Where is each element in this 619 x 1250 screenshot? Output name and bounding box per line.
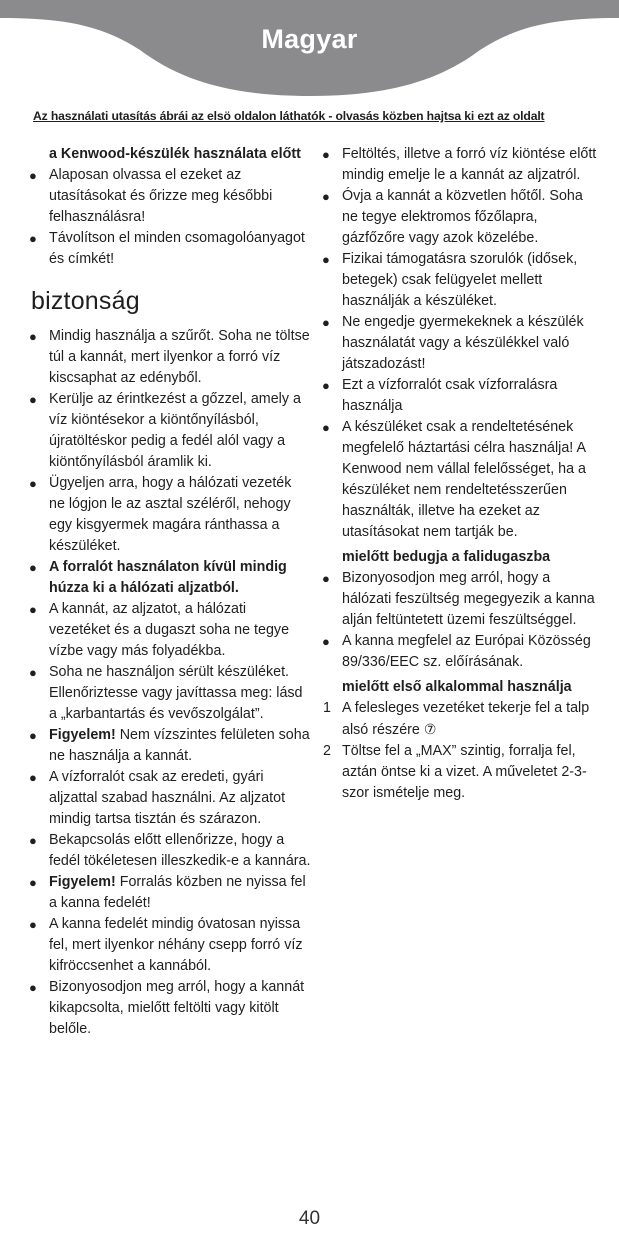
list-item bbox=[29, 830, 311, 872]
right-column bbox=[322, 144, 602, 804]
safety-list-right bbox=[322, 144, 602, 543]
list-item bbox=[29, 165, 311, 228]
list-item bbox=[29, 767, 311, 830]
item-text: Nem vízszintes felületen soha ne használja a kannát. bbox=[49, 727, 310, 764]
left-column bbox=[29, 144, 311, 1040]
intro-heading: a Kenwood-készülék használata előtt bbox=[49, 146, 301, 162]
bullet-icon: ● bbox=[29, 476, 37, 491]
list-item bbox=[29, 914, 311, 977]
bullet-icon: ● bbox=[29, 560, 37, 575]
fold-out-note: Az használati utasítás ábrái az elsö oldalon láthatók - olvasás közben hajtsa ki ezt az oldalt bbox=[33, 109, 545, 123]
step-number: 1 bbox=[323, 700, 331, 716]
first-use-heading: mielőtt első alkalommal használja bbox=[342, 679, 572, 695]
list-item bbox=[29, 326, 311, 389]
bullet-icon: ● bbox=[322, 420, 330, 435]
list-item bbox=[322, 249, 602, 312]
numbered-step bbox=[322, 698, 602, 741]
safety-list-left bbox=[29, 326, 311, 1040]
list-item bbox=[29, 977, 311, 1040]
list-item bbox=[29, 557, 311, 599]
bullet-icon: ● bbox=[322, 634, 330, 649]
item-text: Soha ne használjon sérült készüléket. Ellenőriztesse vagy javíttassa meg: lásd a „karbantartás és vevőszolgálat”. bbox=[49, 664, 303, 722]
item-text: A kannát, az aljzatot, a hálózati vezetéket és a dugaszt soha ne tegye vízbe vagy más folyadékba. bbox=[49, 601, 290, 659]
list-item bbox=[29, 599, 311, 662]
list-item bbox=[322, 144, 602, 186]
bullet-icon: ● bbox=[29, 231, 37, 246]
list-item bbox=[322, 186, 602, 249]
item-text: A vízforralót csak az eredeti, gyári aljzattal szabad használni. Az aljzatot mindig tartsa tisztán és szárazon. bbox=[49, 769, 286, 827]
bullet-icon: ● bbox=[322, 147, 330, 162]
section-title-safety: biztonság bbox=[31, 287, 140, 315]
bullet-icon: ● bbox=[29, 980, 37, 995]
bullet-icon: ● bbox=[322, 189, 330, 204]
bullet-icon: ● bbox=[29, 168, 37, 183]
bullet-icon: ● bbox=[29, 917, 37, 932]
item-emphasis: Figyelem! bbox=[49, 874, 116, 890]
list-item bbox=[29, 872, 311, 914]
page-title: Magyar bbox=[261, 24, 358, 54]
item-text: Óvja a kannát a közvetlen hőtől. Soha ne tegye elektromos főzőlapra, gázfőzőre vagy azok közelébe. bbox=[342, 188, 583, 246]
item-text: Ezt a vízforralót csak vízforralásra használja bbox=[342, 377, 558, 414]
item-text: Feltöltés, illetve a forró víz kiöntése előtt mindig emelje le a kannát az aljzatról. bbox=[342, 146, 597, 183]
bullet-icon: ● bbox=[322, 378, 330, 393]
list-item bbox=[29, 389, 311, 473]
bullet-icon: ● bbox=[29, 665, 37, 680]
item-emphasis: Figyelem! bbox=[49, 727, 116, 743]
list-item bbox=[322, 631, 602, 673]
bullet-icon: ● bbox=[322, 315, 330, 330]
bullet-icon: ● bbox=[29, 392, 37, 407]
list-item bbox=[322, 375, 602, 417]
item-text: Alaposan olvassa el ezeket az utasításokat és őrizze meg későbbi felhasználásra! bbox=[49, 167, 273, 225]
item-text: A készüléket csak a rendeltetésének megfelelő háztartási célra használja! A Kenwood nem vállal felelősséget, ha a készüléket nem rendeltetésszerűen használták, illetve ha ezeket az utasításokat nem tartják be. bbox=[342, 419, 586, 540]
item-text: Mindig használja a szűrőt. Soha ne töltse túl a kannát, mert ilyenkor a forró víz kiscsaphat az edényből. bbox=[49, 328, 310, 386]
first-use-list bbox=[322, 698, 602, 804]
list-item bbox=[322, 417, 602, 543]
item-text: Ne engedje gyermekeknek a készülék használatát vagy a készülékkel való játszadozást! bbox=[342, 314, 584, 372]
item-emphasis: A forralót használaton kívül mindig húzza ki a hálózati aljzatból. bbox=[49, 559, 287, 596]
item-text: A kanna fedelét mindig óvatosan nyissa fel, mert ilyenkor néhány csepp forró víz kifröccsenhet a kannából. bbox=[49, 916, 303, 974]
item-text: Forralás közben ne nyissa fel a kanna fedelét! bbox=[49, 874, 306, 911]
step-text: Töltse fel a „MAX” szintig, forralja fel, aztán öntse ki a vizet. A műveletet 2-3-szor ismételje meg. bbox=[342, 743, 587, 801]
bullet-icon: ● bbox=[29, 833, 37, 848]
item-text: Bizonyosodjon meg arról, hogy a hálózati feszültség megegyezik a kanna alján feltüntetett üzemi feszültséggel. bbox=[342, 570, 595, 628]
intro-list bbox=[29, 165, 311, 270]
bullet-icon: ● bbox=[29, 329, 37, 344]
step-number: 2 bbox=[323, 743, 331, 759]
plug-heading: mielőtt bedugja a falidugaszba bbox=[342, 549, 551, 565]
list-item bbox=[322, 568, 602, 631]
list-item bbox=[29, 228, 311, 270]
list-item bbox=[29, 725, 311, 767]
bullet-icon: ● bbox=[29, 728, 37, 743]
plug-list bbox=[322, 568, 602, 673]
item-text: Bizonyosodjon meg arról, hogy a kannát kikapcsolta, mielőtt feltölti vagy kitölt belőle. bbox=[49, 979, 305, 1037]
item-text: Bekapcsolás előtt ellenőrizze, hogy a fedél tökéletesen illeszkedik-e a kannára. bbox=[49, 832, 311, 869]
list-item bbox=[322, 312, 602, 375]
bullet-icon: ● bbox=[322, 252, 330, 267]
item-text: Kerülje az érintkezést a gőzzel, amely a víz kiöntésekor a kiöntőnyílásból, újratöltéskor pedig a fedél alól vagy a kiöntőnyílásból áramlik ki. bbox=[49, 391, 301, 470]
list-item bbox=[29, 662, 311, 725]
item-text: A kanna megfelel az Európai Közösség 89/336/EEC sz. előírásának. bbox=[342, 633, 591, 670]
figure-ref: ⑦ bbox=[423, 721, 437, 737]
item-text: Ügyeljen arra, hogy a hálózati vezeték ne lógjon le az asztal széléről, nehogy egy kisgyermek magára ránthassa a készüléket. bbox=[49, 475, 292, 554]
page-number: 40 bbox=[298, 1208, 321, 1229]
item-text: Távolítson el minden csomagolóanyagot és címkét! bbox=[49, 230, 305, 267]
numbered-step bbox=[322, 741, 602, 804]
bullet-icon: ● bbox=[322, 571, 330, 586]
step-text: A felesleges vezetéket tekerje fel a talp alsó részére bbox=[342, 700, 590, 738]
bullet-icon: ● bbox=[29, 875, 37, 890]
bullet-icon: ● bbox=[29, 770, 37, 785]
bullet-icon: ● bbox=[29, 602, 37, 617]
list-item bbox=[29, 473, 311, 557]
item-text: Fizikai támogatásra szorulók (idősek, betegek) csak felügyelet mellett használják a készüléket. bbox=[342, 251, 578, 309]
